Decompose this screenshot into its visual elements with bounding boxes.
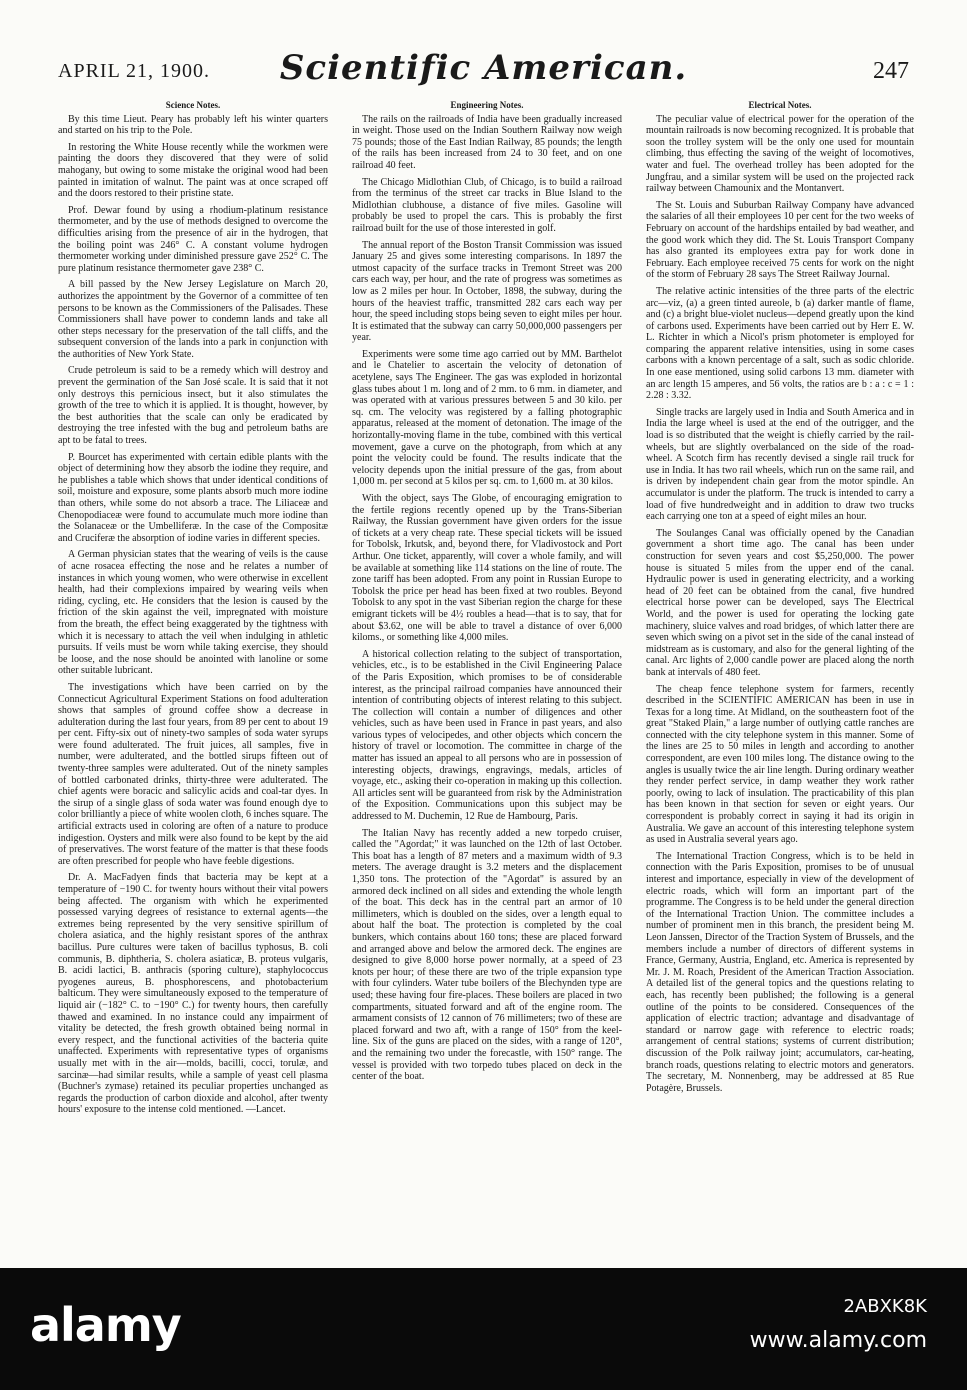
- page-number: 247: [873, 58, 909, 84]
- masthead-title: Scientific American.: [279, 48, 688, 88]
- article-paragraph: The St. Louis and Suburban Railway Company have advanced the salaries of all their employees 10 per cent for the two weeks of February on account of the hardships entailed by bad weather, and the good work which they did. The St. Louis Transport Company has also granted its employees extra pay for work done in February. Each employee received 75 cents for work on the night of the storm of February 28 says The Street Railway Journal.: [646, 199, 914, 281]
- science-notes-heading: Science Notes.: [165, 100, 221, 110]
- engineering-notes-heading: Engineering Notes.: [450, 100, 524, 110]
- article-paragraph: Crude petroleum is said to be a remedy which will destroy and prevent the germination of the San José scale. It is said that it not only destroys this pernicious insect, but it also stimulates the growth of the tree to which it is applied. It is thought, however, by the best authorities that the scale can only be eradicated by destroying the tree infested with the bug and petroleum baths are apt to be fatal to trees.: [58, 365, 328, 447]
- article-paragraph: The annual report of the Boston Transit Commission was issued January 25 and gives some interesting comparisons. In 1897 the utmost capacity of the surface tracks in Tremont Street was 200 cars each way, per hour, and the rate of progress was sometimes as low as 2 miles per hour. In October, 1898, the subway, during the hours of the heaviest traffic, transmitted 282 cars each way per hour, the speed including stops being seven to eight miles per hour. It is estimated that the subway can carry 50,000,000 passengers per year.: [352, 239, 622, 344]
- alamy-logo: alamy: [30, 1298, 181, 1352]
- article-paragraph: The Soulanges Canal was officially opened by the Canadian government a short time ago. The canal has been under construction for seven years and cost $5,250,000. The power house is situated 5 miles from the upper end of the canal. Hydraulic power is used in generating electricity, and a working head of 20 feet can be obtained from the canal, five hundred electrical horse power can be developed, says The Electrical World, and the power is used for operating the locking gate machinery, sluice valves and road bridges, of which latter there are seven which swing on a pivot set in the side of the canal instead of midstream as is customary, and also for the general lighting of the canal. Arc lights of 2,000 candle power are placed along the north bank at intervals of 480 feet.: [646, 527, 914, 678]
- article-paragraph: Experiments were some time ago carried out by MM. Barthelot and le Chatelier to ascertain the velocity of detonation of acetylene, says The Engineer. The gas was exploded in horizontal glass tubes about 1 m. long and of 2 mm. to 6 mm. in diameter, and was operated with at various pressures between 5 and 30 kilo. per sq. cm. The velocity was registered by a falling photographic apparatus, released at the moment of detonation. The image of the horizontally-moving flame in the tube, combined with this vertical movement, gave a curve on the photograph, from which at any point the velocity could be found. The results indicate that the velocity depends upon the initial pressure of the gas, from about 1,000 m. per second at 5 kilos per sq. cm. to 1,600 m. at 30 kilos.: [352, 348, 622, 488]
- article-paragraph: The Chicago Midlothian Club, of Chicago, is to build a railroad from the terminus of the street car tracks in Blue Island to the Midlothian clubhouse, a distance of five miles. Gasoline will probably be used to propel the cars. This is probably the first railroad built for the use of those interested in golf.: [352, 176, 622, 234]
- article-paragraph: The relative actinic intensities of the three parts of the electric arc—viz, (a) a green tinted aureole, b (a) darker mantle of flame, and (c) a bright blue-violet nucleus—depend greatly upon the kind of carbons used. Experiments have been carried out by Herr E. W. L. Richter in which a Nicol's prism photometer is employed for comparing the apparent relative intensities, using in some cases carbons with a known percentage of a salt, such as sodic chloride. In one ease mentioned, using solid carbons 13 mm. diameter with an arc length 15 amperes, and 56 volts, the ratios are b : a : c = 1 : 2.28 : 3.32.: [646, 285, 914, 402]
- page-header: [0, 40, 967, 100]
- article-paragraph: A historical collection relating to the subject of transportation, vehicles, etc., is to be established in the Civil Engineering Palace of the Paris Exposition, which promises to be of considerable interest, as the principal railroad companies have announced their intention of contributing objects of interest relating to this subject. The collection will contain a number of diligences and other vehicles, such as have been used in France in past years, and also various types of velocipedes, and other objects which concern the history of travel or locomotion. The committee in charge of the matter has issued an appeal to all persons who are in possession of interesting objects, drawings, engravings, medals, articles of voyage, etc., asking their co-operation in making up this collection. All articles sent will be guaranteed from risk by the Administration of the Exposition. Communications upon this subject may be addressed to M. Duchemin, 12 Rue de Hambourg, Paris.: [352, 648, 622, 823]
- electrical-notes-column: [646, 100, 914, 1230]
- article-paragraph: With the object, says The Globe, of encouraging emigration to the fertile regions recently opened up by the Trans-Siberian Railway, the Russian government have given orders for the issue of tickets at a very cheap rate. These special tickets will be issued for Tobolsk, Irkutsk, and, beyond there, for Vladivostock and Port Arthur. One ticket, apparently, will cover a whole family, and will be available at something like 114 stations on the line of route. The zone tariff has been adopted. From any point in Russian Europe to Tobolsk the price per head has been fixed at two roubles. Beyond Tobolsk to any spot in the vast Siberian region the charge for these emigrant tickets will be 4½ roubles a head—that is to say, that for about $3.62, one will be able to travel a distance of over 6,000 kiloms., or something like 4,000 miles.: [352, 493, 622, 644]
- article-paragraph: Prof. Dewar found by using a rhodium-platinum resistance thermometer, and by the use of methods designed to overcome the difficulties arising from the presence of air in the hydrogen, that the boiling point was 246° C. A constant volume hydrogen thermometer working under diminished pressure gave 252° C. The pure platinum resistance thermometer gave 238° C.: [58, 204, 328, 274]
- article-paragraph: The rails on the railroads of India have been gradually increased in weight. Those used on the Indian Southern Railway now weigh 75 pounds; those of the East Indian Railway, 85 pounds; the length of the rails has been increased from 24 to 30 feet, and on one railroad 40 feet.: [352, 113, 622, 171]
- stock-info: [750, 1290, 927, 1358]
- article-paragraph: In restoring the White House recently while the workmen were painting the doors they discovered that they were of solid mahogany, but owing to some mistake the original wood had been painted in imitation of walnut. The paint was at once scraped off and the doors restored to their pristine state.: [58, 141, 328, 200]
- issue-date: APRIL 21, 1900.: [58, 60, 211, 82]
- article-paragraph: The International Traction Congress, which is to be held in connection with the Paris Exposition, promises to be of unusual interest and importance, especially in view of the development of electric roads, which will form an important part of the programme. The Congress is to be held under the general direction of the International Traction Union. The committee includes a number of prominent men in this branch, the president being M. Leon Janssen, Director of the Traction System of Brussels, and the members include a number of directors of different systems in France, Germany, Austria, England, etc. America is represented by Mr. J. M. Roach, President of the American Traction Association. A detailed list of the general topics and the questions relating to each, has recently been published; the following is a general outline of the points to be considered. Consequences of the application of electric traction; advantage and disadvantage of standard or narrow gage with reference to electric roads; arrangement of central stations; systems of current distribution; discussion of the Polk railway joint; accumulators, car-heating, branch roads, questions relating to electric motors and generators. The secretary, M. Nonnenberg, may be addressed at 85 Rue Potagère, Brussels.: [646, 850, 914, 1094]
- engineering-notes-column: [352, 100, 622, 1230]
- article-paragraph: Dr. A. MacFadyen finds that bacteria may be kept at a temperature of −190 C. for twenty hours without their vital powers being affected. The organism with which he experimented possessed varying degrees of resistance to external agents—the extremes being represented by the very sensitive spirillum of cholera asiatica, and the highly resistant spores of the anthrax bacillus. Pure cultures were taken of bacillus typhosus, B. coli communis, B. diphtheria, S. cholera asiaticæ, B. proteus vulgaris, B. acidi lactici, B. anthracis (sporing culture), staphylococcus pyogenes aureus, B. phosphorescens, and photobacterium balticum. They were simultaneously exposed to the temperature of liquid air (−182° C. to −190° C.) for twenty hours, then carefully thawed and examined. In no instance could any impairment of vitality be detected, the fresh growth obtained being normal in every respect, and the functional activities of the bacteria quite unaffected. Experiments with representative types of organisms usually met with in the air—molds, bacilli, cocci, torulæ, and sarcinæ—had similar results, while a sample of yeast cell plasma (Buchner's zymase) retained its peculiar properties unchanged as regards the production of carbon dioxide and alcohol, after twenty hours' exposure to the intense cold mentioned. —Lancet.: [58, 872, 328, 1116]
- article-paragraph: A German physician states that the wearing of veils is the cause of acne rosacea effecting the nose and he relates a number of instances in which young women, who were otherwise in excellent health, had their complexions impaired by wearing veils when riding, cycling, etc. He considers that the lesion is caused by the friction of the skin against the veil, impregnated with moisture from the breath, the effect being exaggerated by the tightness with which it is necessary to attach the veil when indulging in athletic pursuits. If veils must be worn while taking exercise, they should be loose, and the nose should be anointed with lanoline or some other suitable lubricant.: [58, 549, 328, 677]
- science-notes-column: [58, 100, 328, 1230]
- article-paragraph: The Italian Navy has recently added a new torpedo cruiser, called the "Agordat;" it was launched on the 12th of last October. This boat has a length of 87 meters and a maximum width of 9.3 meters. The average draught is 3.2 meters and the displacement 1,350 tons. The protection of the "Agordat" is assured by an armored deck inclined on all sides and extending the whole length of the boat. This deck has in the central part an armor of 10 millimeters, which is doubled on the sides, over a length equal to about half the boat. The protection is completed by the coal bunkers, which contains about 160 tons; these are placed forward and arranged above and below the armored deck. The engines are designed to give 8,000 horse power normally, at a speed of 23 knots per hour; of these there are two of the triple expansion type with four cylinders. Water tube boilers of the Blechynden type are used; these having four fire-places. These boilers are placed in two compartments, situated forward and aft of the engine room. The armament consists of 12 cannon of 76 millimeters; two of these are placed forward and two aft, with a range of 150° from the keel-line. Six of the guns are placed on the sides, with a range of 120°, and the remaining two under the forecastle, with 150° range. The vessel is provided with two torpedo tubes placed on deck in the center of the boat.: [352, 827, 622, 1083]
- site-url: www.alamy.com: [749, 1328, 927, 1353]
- article-paragraph: The investigations which have been carried on by the Connecticut Agricultural Experiment Stations on food adulteration shows that samples of ground coffee show a decrease in adulteration during the last four years, from 89 per cent to about 19 per cent. Fifty-six out of ninety-two samples of soda water syrups were found adulterated. The fruit juices, all samples, five in number, were adulterated, and the bottled sirups fifteen out of twenty-three samples were adulterated. Out of the ninety samples of bottled carbonated drinks, thirty-three were adulterated. The chief agents were boracic and salicylic acids and coal-tar dyes. In the sirup of a single glass of soda water was found enough dye to color brilliantly a piece of white woolen cloth, 6 inches square. The artificial extracts used in coloring are often of a nature to produce indigestion. Oysters and milk were also found to be kept by the aid of preservatives. The worst feature of the matter is that these foods are often prescribed for people who have feeble digestions.: [58, 681, 328, 867]
- article-paragraph: By this time Lieut. Peary has probably left his winter quarters and started on his trip to the Pole.: [58, 113, 328, 137]
- article-paragraph: P. Bourcet has experimented with certain edible plants with the object of determining how they absorb the iodine they require, and he publishes a table which shows that under identical conditions of soil, moisture and exposure, some plants absorb much more iodine than others, while some do not absorb a trace. The Liliaceæ and Chenopodiaceæ were found to accumulate much more iodine than the Solanaceæ or the Umbelliferæ. In the case of the Compositæ and Cruciferæ the absorption of iodine varies in different species.: [58, 451, 328, 544]
- article-paragraph: A bill passed by the New Jersey Legislature on March 20, authorizes the appointment by the Governor of a committee of ten persons to be known as the Commissioners of the Palisades. These Commissioners shall have power to condemn lands and take all other steps necessary for the preservation of the tall cliffs, and the subsequent conversion of the lands into a park in conjunction with the authorities of New York State.: [58, 279, 328, 360]
- article-paragraph: Single tracks are largely used in India and South America and in India the large wheel is used at the end of the outrigger, and the load is so distributed that the weight is chiefly carried by the rail-wheels, but are slightly overbalanced on the side of the road-wheel. A Scotch firm has recently devised a single rail truck for use in India. It has two rail wheels, which run on the same rail, and is driven by independent chain gear from the motor spindle. An accumulator is under the platform. The truck is intended to carry a load of five hundredweight and in addition to draw two trucks each carrying one ton at a speed of eight miles an hour.: [646, 406, 914, 523]
- image-id: 2ABXK8K: [843, 1296, 927, 1317]
- stock-banner: [0, 1268, 967, 1390]
- electrical-notes-heading: Electrical Notes.: [748, 100, 812, 110]
- article-paragraph: The cheap fence telephone system for farmers, recently described in the SCIENTIFIC AMERICAN has been in use in Texas for a long time. At Midland, on the southeastern foot of the great "Staked Plain," a large number of outlying cattle ranches are connected with the city telephone system in this manner. Some of the lines are 25 to 50 miles in length and according to another correspondent, are even 100 miles long. The distance owing to the angles is usually twice the air line length. During ordinary weather they render perfect service, in damp weather they work rather poorly, owing to lack of insulation. The practicability of this plan has been known in that section for seven or eight years. Our correspondent is probably correct in saying it had its origin in Australia. We gave an account of this interesting telephone system as used in Australia several years ago.: [646, 683, 914, 846]
- article-paragraph: The peculiar value of electrical power for the operation of the mountain railroads is now becoming recognized. It is probable that soon the trolley system will be the only one used for mountain climbing, thus effecting the saving of the weight of locomotives, water and fuel. The overhead trolley has been adopted for the Jungfrau, and a similar system will be used on the projected rack railway between Chamounix and the Montanvert.: [646, 113, 914, 195]
